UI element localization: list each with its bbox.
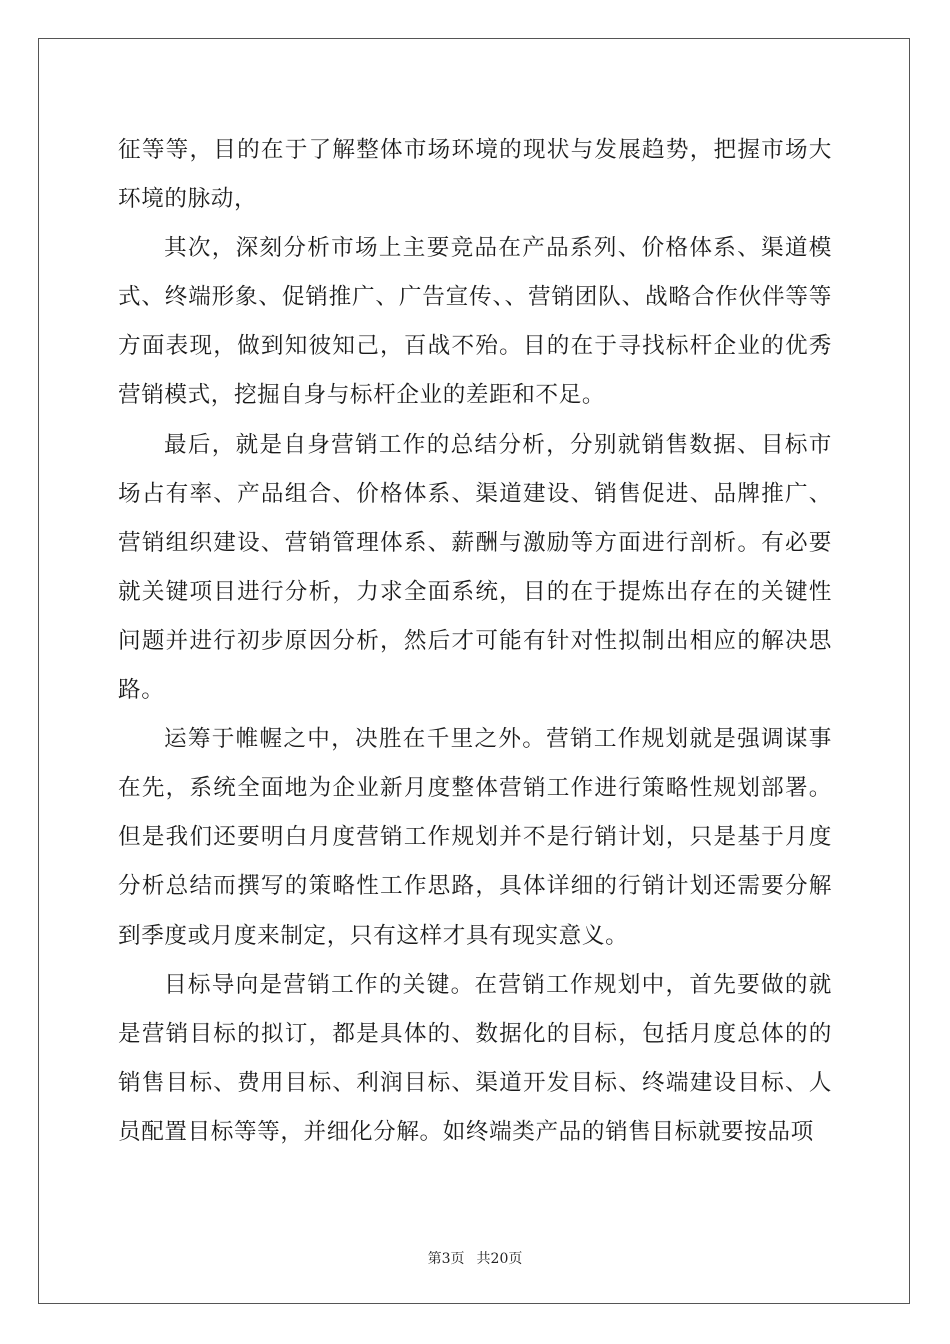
paragraph-5: 目标导向是营销工作的关键。在营销工作规划中，首先要做的就是营销目标的拟订，都是具体的、数据化的目标，包括月度总体的的销售目标、费用目标、利润目标、渠道开发目标、终端建设目标、人员配置目标等等，并细化分解。如终端类产品的销售目标就要按品项 xyxy=(118,971,832,1145)
page-number: 第3页 xyxy=(427,1251,465,1267)
paragraph-2: 其次，深刻分析市场上主要竞品在产品系列、价格体系、渠道模式、终端形象、促销推广、广告宣传、、营销团队、战略合作伙伴等等方面表现，做到知彼知己，百战不殆。目的在于寻找标杆企业的优秀营销模式，挖掘自身与标杆企业的差距和不足。 xyxy=(118,235,832,409)
paragraph-1: 征等等，目的在于了解整体市场环境的现状与发展趋势，把握市场大环境的脉动， xyxy=(118,137,832,213)
paragraph-4: 运筹于帷幄之中，决胜在千里之外。营销工作规划就是强调谋事在先，系统全面地为企业新月度整体营销工作进行策略性规划部署。但是我们还要明白月度营销工作规划并不是行销计划，只是基于月度分析总结而撰写的策略性工作思路，具体详细的行销计划还需要分解到季度或月度来制定，只有这样才具有现实意义。 xyxy=(118,726,832,949)
paragraph-3: 最后，就是自身营销工作的总结分析，分别就销售数据、目标市场占有率、产品组合、价格体系、渠道建设、销售促进、品牌推广、营销组织建设、营销管理体系、薪酬与激励等方面进行剖析。有必要就关键项目进行分析，力求全面系统，目的在于提炼出存在的关键性问题并进行初步原因分析，然后才可能有针对性拟制出相应的解决思路。 xyxy=(118,431,832,704)
total-pages: 共20页 xyxy=(476,1251,523,1267)
page-footer xyxy=(0,1248,950,1268)
document-body xyxy=(118,126,832,1157)
